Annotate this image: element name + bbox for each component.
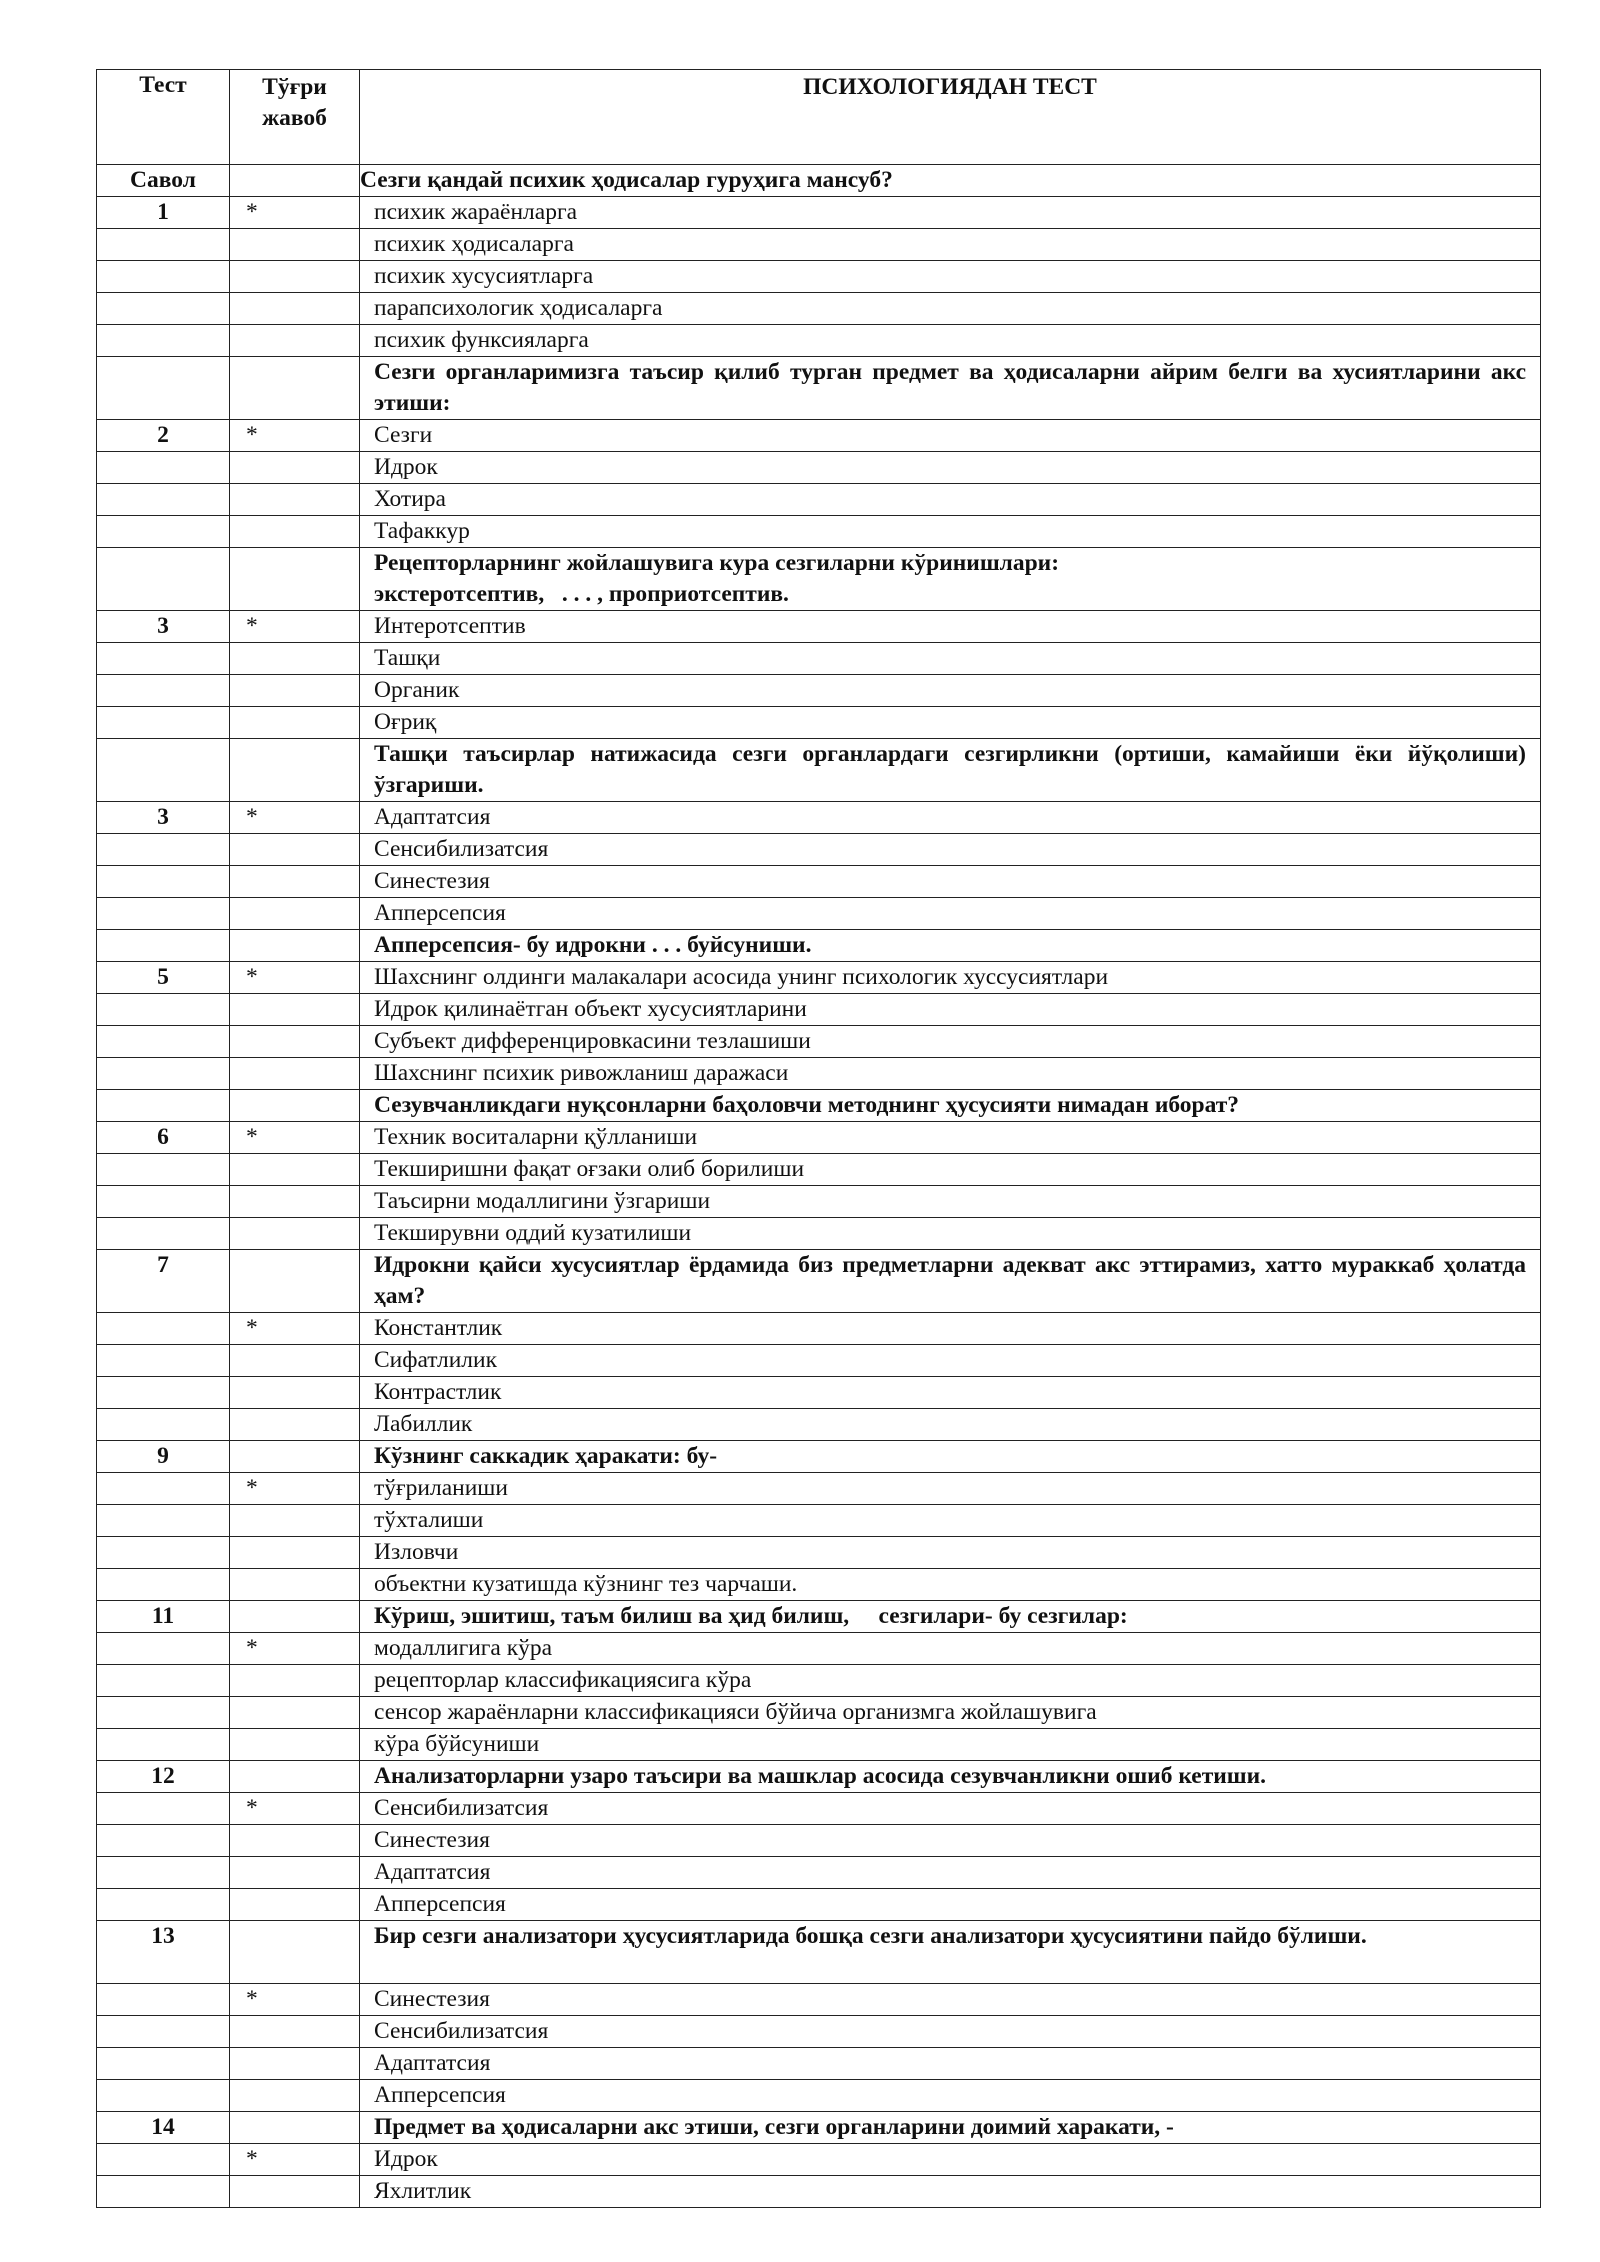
test-number	[97, 484, 230, 516]
correct-mark	[230, 866, 360, 898]
answer-option: психик хусусиятларга	[360, 261, 1541, 293]
table-row	[97, 516, 1541, 548]
table-row	[97, 1026, 1541, 1058]
table-row	[97, 1825, 1541, 1857]
test-number	[97, 548, 230, 611]
test-number	[97, 834, 230, 866]
correct-mark: *	[230, 2144, 360, 2176]
answer-option: Апперсепсия	[360, 898, 1541, 930]
table-row	[97, 1505, 1541, 1537]
answer-option: Синестезия	[360, 1825, 1541, 1857]
answer-option: Ташқи	[360, 643, 1541, 675]
test-table-body	[97, 70, 1541, 2208]
table-row	[97, 1090, 1541, 1122]
table-row	[97, 1473, 1541, 1505]
test-number	[97, 1569, 230, 1601]
correct-mark	[230, 994, 360, 1026]
correct-mark	[230, 1729, 360, 1761]
test-number	[97, 739, 230, 802]
test-number	[97, 1090, 230, 1122]
correct-mark	[230, 1569, 360, 1601]
correct-mark	[230, 165, 360, 197]
test-number: 11	[97, 1601, 230, 1633]
test-number	[97, 707, 230, 739]
correct-mark	[230, 1505, 360, 1537]
test-number: 7	[97, 1250, 230, 1313]
correct-mark: *	[230, 1473, 360, 1505]
table-row	[97, 739, 1541, 802]
correct-mark: *	[230, 420, 360, 452]
test-number	[97, 643, 230, 675]
answer-option: Шахснинг психик ривожланиш даражаси	[360, 1058, 1541, 1090]
correct-mark: *	[230, 1984, 360, 2016]
test-number	[97, 2080, 230, 2112]
table-row	[97, 994, 1541, 1026]
answer-option: сенсор жараёнларни классификацияси бўйича организмга жойлашувига	[360, 1697, 1541, 1729]
table-row	[97, 834, 1541, 866]
test-number: 1	[97, 197, 230, 229]
test-number	[97, 2144, 230, 2176]
test-number	[97, 675, 230, 707]
table-row	[97, 1058, 1541, 1090]
answer-option: тўхталиши	[360, 1505, 1541, 1537]
answer-option: Идрок	[360, 452, 1541, 484]
table-row	[97, 1569, 1541, 1601]
test-number	[97, 1984, 230, 2016]
correct-mark	[230, 548, 360, 611]
answer-option: Апперсепсия	[360, 2080, 1541, 2112]
table-row	[97, 484, 1541, 516]
test-number	[97, 325, 230, 357]
table-row	[97, 229, 1541, 261]
answer-option: Органик	[360, 675, 1541, 707]
answer-option: Шахснинг олдинги малакалари асосида унинг психологик хуссусиятлари	[360, 962, 1541, 994]
answer-option: Техник воситаларни қўлланиши	[360, 1122, 1541, 1154]
test-number: 12	[97, 1761, 230, 1793]
test-number	[97, 293, 230, 325]
correct-mark	[230, 930, 360, 962]
table-row	[97, 325, 1541, 357]
test-number	[97, 452, 230, 484]
test-number	[97, 898, 230, 930]
table-row	[97, 1729, 1541, 1761]
table-row	[97, 2016, 1541, 2048]
answer-option: кўра бўйсуниши	[360, 1729, 1541, 1761]
answer-option: Синестезия	[360, 1984, 1541, 2016]
correct-mark	[230, 1857, 360, 1889]
question-text: Кўриш, эшитиш, таъм билиш ва ҳид билиш, сезгилари- бу сезгилар:	[360, 1601, 1541, 1633]
correct-mark	[230, 898, 360, 930]
table-row	[97, 1218, 1541, 1250]
answer-option: Апперсепсия	[360, 1889, 1541, 1921]
correct-mark	[230, 1026, 360, 1058]
test-number	[97, 1409, 230, 1441]
test-number	[97, 1665, 230, 1697]
answer-option: Синестезия	[360, 866, 1541, 898]
test-number	[97, 1186, 230, 1218]
test-number	[97, 1154, 230, 1186]
correct-mark	[230, 707, 360, 739]
test-number	[97, 1793, 230, 1825]
test-number	[97, 2176, 230, 2208]
table-row	[97, 675, 1541, 707]
correct-mark	[230, 261, 360, 293]
table-row	[97, 707, 1541, 739]
table-row	[97, 1761, 1541, 1793]
test-number	[97, 1537, 230, 1569]
correct-mark: *	[230, 962, 360, 994]
test-number: 3	[97, 802, 230, 834]
table-row	[97, 1697, 1541, 1729]
table-row	[97, 1409, 1541, 1441]
correct-mark	[230, 1154, 360, 1186]
table-row	[97, 357, 1541, 420]
correct-mark	[230, 293, 360, 325]
answer-option: парапсихологик ҳодисаларга	[360, 293, 1541, 325]
correct-mark	[230, 325, 360, 357]
test-number	[97, 866, 230, 898]
answer-option: Константлик	[360, 1313, 1541, 1345]
correct-mark	[230, 834, 360, 866]
table-row	[97, 1793, 1541, 1825]
correct-mark	[230, 1218, 360, 1250]
correct-mark	[230, 484, 360, 516]
table-row	[97, 1345, 1541, 1377]
test-number	[97, 229, 230, 261]
answer-option: тўғриланиши	[360, 1473, 1541, 1505]
test-number	[97, 516, 230, 548]
test-number	[97, 1729, 230, 1761]
answer-option: рецепторлар классификациясига кўра	[360, 1665, 1541, 1697]
table-row	[97, 1122, 1541, 1154]
answer-option: объектни кузатишда кўзнинг тез чарчаши.	[360, 1569, 1541, 1601]
table-row	[97, 548, 1541, 611]
table-row	[97, 2144, 1541, 2176]
test-number	[97, 1889, 230, 1921]
header-correct-answer: Тўғри жавоб	[230, 70, 360, 165]
table-row	[97, 1984, 1541, 2016]
answer-option: Идрок	[360, 2144, 1541, 2176]
table-row	[97, 2080, 1541, 2112]
answer-option: Идрок қилинаётган объект хусусиятларини	[360, 994, 1541, 1026]
test-number	[97, 1825, 230, 1857]
correct-mark	[230, 1345, 360, 1377]
correct-mark	[230, 2048, 360, 2080]
correct-mark	[230, 2112, 360, 2144]
correct-mark: *	[230, 1313, 360, 1345]
answer-option: Контрастлик	[360, 1377, 1541, 1409]
correct-mark	[230, 1697, 360, 1729]
document-title: ПСИХОЛОГИЯДАН ТЕСТ	[360, 70, 1541, 165]
correct-mark: *	[230, 611, 360, 643]
table-row	[97, 1633, 1541, 1665]
table-row	[97, 1154, 1541, 1186]
test-number	[97, 2016, 230, 2048]
test-number	[97, 1377, 230, 1409]
table-row	[97, 2112, 1541, 2144]
correct-mark	[230, 2016, 360, 2048]
test-table	[96, 69, 1541, 2208]
answer-option: Адаптатсия	[360, 802, 1541, 834]
answer-option: Сезги	[360, 420, 1541, 452]
test-number	[97, 930, 230, 962]
correct-mark	[230, 1058, 360, 1090]
correct-mark	[230, 1090, 360, 1122]
table-row	[97, 1313, 1541, 1345]
correct-mark	[230, 229, 360, 261]
answer-option: Лабиллик	[360, 1409, 1541, 1441]
test-number	[97, 1026, 230, 1058]
test-number: 6	[97, 1122, 230, 1154]
table-row	[97, 452, 1541, 484]
table-row	[97, 930, 1541, 962]
answer-option: Таъсирни модаллигини ўзгариши	[360, 1186, 1541, 1218]
correct-mark	[230, 1761, 360, 1793]
correct-mark	[230, 1921, 360, 1984]
correct-mark	[230, 1441, 360, 1473]
correct-mark	[230, 1825, 360, 1857]
question-text: Апперсепсия- бу идрокни . . . буйсуниши.	[360, 930, 1541, 962]
answer-option: Адаптатсия	[360, 2048, 1541, 2080]
table-row	[97, 1921, 1541, 1984]
correct-mark	[230, 2176, 360, 2208]
correct-mark	[230, 2080, 360, 2112]
table-header-row	[97, 70, 1541, 165]
answer-option: Тафаккур	[360, 516, 1541, 548]
question-text: Бир сезги анализатори ҳусусиятларида бошқа сезги анализатори ҳусусиятини пайдо бўлиши.	[360, 1921, 1541, 1984]
question-text: Идрокни қайси хусусиятлар ёрдамида биз предметларни адекват акс эттирамиз, хатто мураккаб ҳолатда ҳам?	[360, 1250, 1541, 1313]
table-row	[97, 1601, 1541, 1633]
answer-option: психик жараёнларга	[360, 197, 1541, 229]
test-number	[97, 357, 230, 420]
table-row	[97, 420, 1541, 452]
answer-option: Сенсибилизатсия	[360, 1793, 1541, 1825]
question-text: Кўзнинг саккадик ҳаракати: бу-	[360, 1441, 1541, 1473]
table-row	[97, 962, 1541, 994]
test-number	[97, 1058, 230, 1090]
question-text: Сезги қандай психик ҳодисалар гуруҳига мансуб?	[360, 165, 1541, 197]
table-row	[97, 1377, 1541, 1409]
table-row	[97, 2048, 1541, 2080]
table-row	[97, 866, 1541, 898]
correct-mark	[230, 675, 360, 707]
table-row	[97, 1441, 1541, 1473]
table-row	[97, 898, 1541, 930]
correct-mark: *	[230, 1633, 360, 1665]
test-number: 2	[97, 420, 230, 452]
correct-mark: *	[230, 197, 360, 229]
table-row	[97, 293, 1541, 325]
answer-option: Хотира	[360, 484, 1541, 516]
table-row	[97, 1889, 1541, 1921]
correct-mark	[230, 1250, 360, 1313]
answer-option: Сифатлилик	[360, 1345, 1541, 1377]
test-number	[97, 1345, 230, 1377]
answer-option: Текширувни оддий кузатилиши	[360, 1218, 1541, 1250]
correct-mark	[230, 516, 360, 548]
answer-option: Субъект дифференцировкасини тезлашиши	[360, 1026, 1541, 1058]
test-number	[97, 1218, 230, 1250]
test-number: 5	[97, 962, 230, 994]
answer-option: Сенсибилизатсия	[360, 834, 1541, 866]
answer-option: Адаптатсия	[360, 1857, 1541, 1889]
table-row	[97, 2176, 1541, 2208]
question-text: Анализаторларни узаро таъсири ва машклар асосида сезувчанликни ошиб кетиши.	[360, 1761, 1541, 1793]
question-text: Предмет ва ҳодисаларни акс этиши, сезги органларини доимий харакати, -	[360, 2112, 1541, 2144]
table-row	[97, 1186, 1541, 1218]
test-number	[97, 1505, 230, 1537]
correct-mark	[230, 357, 360, 420]
test-number	[97, 1473, 230, 1505]
correct-mark	[230, 1665, 360, 1697]
table-row	[97, 1537, 1541, 1569]
test-number	[97, 1697, 230, 1729]
test-number	[97, 1857, 230, 1889]
test-number: Савол	[97, 165, 230, 197]
correct-mark: *	[230, 1793, 360, 1825]
answer-option: модаллигига кўра	[360, 1633, 1541, 1665]
correct-mark	[230, 739, 360, 802]
test-number: 14	[97, 2112, 230, 2144]
table-row	[97, 1857, 1541, 1889]
answer-option: Сенсибилизатсия	[360, 2016, 1541, 2048]
correct-mark	[230, 1601, 360, 1633]
answer-option: Текширишни фақат оғзаки олиб борилиши	[360, 1154, 1541, 1186]
correct-mark	[230, 1889, 360, 1921]
answer-option: психик ҳодисаларга	[360, 229, 1541, 261]
answer-option: Интеротсептив	[360, 611, 1541, 643]
table-row	[97, 802, 1541, 834]
answer-option: психик функсияларга	[360, 325, 1541, 357]
test-number	[97, 1313, 230, 1345]
answer-option: Яхлитлик	[360, 2176, 1541, 2208]
test-number: 13	[97, 1921, 230, 1984]
answer-option: Оғриқ	[360, 707, 1541, 739]
question-text: Ташқи таъсирлар натижасида сезги органлардаги сезгирликни (ортиши, камайиши ёки йўқолиши) ўзгариши.	[360, 739, 1541, 802]
question-text: Сезги органларимизга таъсир қилиб турган предмет ва ҳодисаларни айрим белги ва хусиятларини акс этиши:	[360, 357, 1541, 420]
correct-mark	[230, 1186, 360, 1218]
table-row	[97, 643, 1541, 675]
test-number: 9	[97, 1441, 230, 1473]
table-row	[97, 1665, 1541, 1697]
table-row	[97, 611, 1541, 643]
question-text: Рецепторларнинг жойлашувига кура сезгиларни кўринишлари: экстеротсептив, . . . , проприотсептив.	[360, 548, 1541, 611]
test-number	[97, 2048, 230, 2080]
table-row	[97, 197, 1541, 229]
answer-option: Изловчи	[360, 1537, 1541, 1569]
correct-mark	[230, 1377, 360, 1409]
question-text: Сезувчанликдаги нуқсонларни баҳоловчи методнинг ҳусусияти нимадан иборат?	[360, 1090, 1541, 1122]
test-number	[97, 994, 230, 1026]
test-number: 3	[97, 611, 230, 643]
table-row	[97, 1250, 1541, 1313]
table-row	[97, 261, 1541, 293]
correct-mark	[230, 452, 360, 484]
correct-mark	[230, 1537, 360, 1569]
test-number	[97, 261, 230, 293]
correct-mark: *	[230, 1122, 360, 1154]
correct-mark: *	[230, 802, 360, 834]
correct-mark	[230, 643, 360, 675]
test-number	[97, 1633, 230, 1665]
header-test: Тест	[97, 70, 230, 165]
correct-mark	[230, 1409, 360, 1441]
table-row	[97, 165, 1541, 197]
